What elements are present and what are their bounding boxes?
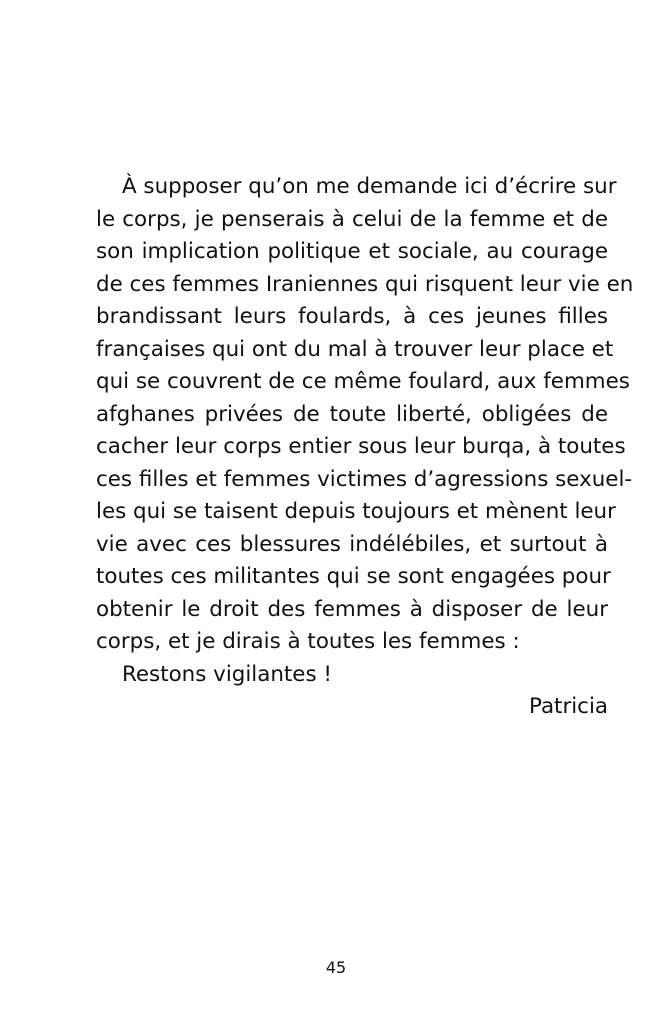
- page-number: 45: [325, 958, 347, 977]
- text-block: [96, 171, 634, 724]
- paragraph-line: le corps, je penserais à celui de la femme et de: [96, 206, 608, 232]
- paragraph-line: qui se couvrent de ce même foulard, aux femmes: [96, 369, 630, 394]
- paragraph-line: de ces femmes Iraniennes qui risquent leur vie en: [96, 271, 634, 297]
- paragraph-line: À supposer qu’on me demande ici d’écrire sur: [122, 174, 617, 199]
- paragraph-line: ces filles et femmes victimes d’agressions sexuel-: [96, 466, 633, 492]
- paragraph-line: les qui se taisent depuis toujours et mènent leur: [96, 499, 616, 524]
- paragraph-line: françaises qui ont du mal à trouver leur place et: [96, 336, 614, 362]
- paragraph-line: obtenir le droit des femmes à disposer de leur: [96, 596, 608, 622]
- paragraph-line: corps, et je dirais à toutes les femmes :: [96, 629, 520, 654]
- paragraph-line: afghanes privées de toute liberté, obligées de: [96, 401, 608, 427]
- paragraph-line: brandissant leurs foulards, à ces jeunes filles: [96, 304, 608, 329]
- author-signature: Patricia: [529, 694, 608, 719]
- paragraph-line: toutes ces militantes qui se sont engagées pour: [96, 564, 611, 589]
- closing-paragraph: Restons vigilantes !: [122, 661, 332, 687]
- paragraph-line: cacher leur corps entier sous leur burqa, à toutes: [96, 434, 626, 459]
- paragraph-line: vie avec ces blessures indélébiles, et surtout à: [96, 531, 608, 557]
- paragraph-line: son implication politique et sociale, au courage: [96, 239, 608, 264]
